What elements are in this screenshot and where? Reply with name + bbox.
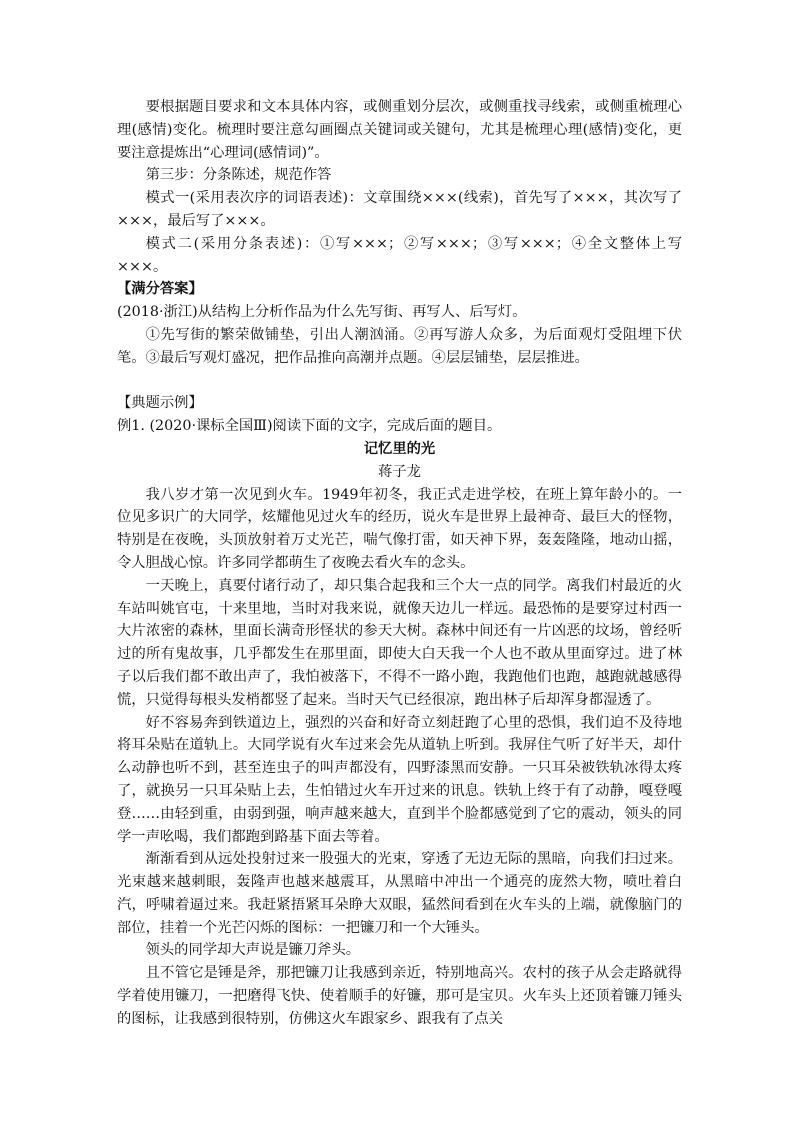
article-title: 记忆里的光 bbox=[363, 440, 436, 457]
article-author: 蒋子龙 bbox=[378, 463, 421, 480]
mode-two-paragraph: 模式二(采用分条表述)：①写×××；②写×××；③写×××；④全文整体上写×××。 bbox=[117, 235, 682, 275]
article-paragraph-3: 好不容易奔到铁道边上，强烈的兴奋和好奇立刻赶跑了心里的恐惧，我们迫不及待地将耳朵贴在道轨上。大同学说有火车过来会先从道轨上听到。我屏住气听了好半天，却什么动静也听不到，甚至连虫子的叫声都没有，四野漆黑而安静。一只耳朵被铁轨冰得太疼了，就换另一只耳朵贴上去，生怕错过火车开过来的讯息。铁轨上终于有了动静，嘎登嘎登……由轻到重，由弱到强，响声越来越大，直到半个脸都感觉到了它的震动，领头的同学一声吆喝，我们都跑到路基下面去等着。 bbox=[117, 714, 682, 845]
page-content bbox=[117, 96, 682, 1031]
article-paragraph-6: 且不管它是锤是斧，那把镰刀让我感到亲近，特别地高兴。农村的孩子从会走路就得学着使用镰刀，一把磨得飞快、使着顺手的好镰，那可是宝贝。火车头上还顶着镰刀锤头的图标，让我感到很特别，仿佛这火车跟家乡、跟我有了点关 bbox=[117, 965, 682, 1027]
section-spacer bbox=[117, 370, 682, 393]
full-answer-heading: 【满分答案】 bbox=[117, 281, 203, 298]
example-heading: 【典题示例】 bbox=[117, 395, 203, 412]
example-intro: 例1. (2020·课标全国Ⅲ)阅读下面的文字，完成后面的题目。 bbox=[117, 418, 502, 435]
mode-one-paragraph: 模式一(采用表次序的词语表述)：文章围绕×××(线索)，首先写了×××，其次写了×××，最后写了×××。 bbox=[117, 190, 682, 229]
article-paragraph-4: 渐渐看到从远处投射过来一股强大的光束，穿透了无边无际的黑暗，向我们扫过来。光束越来越刺眼，轰隆声也越来越震耳，从黑暗中冲出一个通亮的庞然大物，喷吐着白汽，呼啸着逼过来。我赶紧捂紧耳朵睁大双眼，猛然间看到在火车头的上端，就像脑门的部位，挂着一个光芒闪烁的图标：一把镰刀和一个大锤头。 bbox=[117, 851, 682, 936]
full-answer-text: ①先写街的繁荣做铺垫，引出人潮汹涌。②再写游人众多，为后面观灯受阻埋下伏笔。③最后写观灯盛况，把作品推向高潮并点题。④层层铺垫，层层推进。 bbox=[117, 326, 682, 366]
intro-paragraph-1: 要根据题目要求和文本具体内容，或侧重划分层次，或侧重找寻线索，或侧重梳理心理(感情)变化。梳理时要注意勾画圈点关键词或关键句，尤其是梳理心理(感情)变化，更要注意提炼出“心理词(感情词)”。 bbox=[117, 99, 682, 161]
article-paragraph-2: 一天晚上，真要付诸行动了，却只集合起我和三个大一点的同学。离我们村最近的火车站叫姚官屯，十来里地，当时对我来说，就像天边儿一样远。最恐怖的是要穿过村西一大片浓密的森林，里面长满奇形怪状的参天大树。森林中间还有一片凶恶的坟场，曾经听过的所有鬼故事，几乎都发生在那里面，即使大白天我一个人也不敢从里面穿过。进了林子以后我们都不敢出声了，我怕被落下，不得不一路小跑，我跑他们也跑，越跑就越感得慌，只觉得每根头发梢都竖了起来。当时天气已经很凉，跑出林子后却浑身都湿透了。 bbox=[117, 577, 682, 708]
step-three-heading: 第三步：分条陈述，规范作答 bbox=[145, 167, 332, 184]
full-answer-question: (2018·浙江)从结构上分析作品为什么先写街、再写人、后写灯。 bbox=[117, 304, 527, 321]
article-paragraph-5: 领头的同学却大声说是镰刀斧头。 bbox=[145, 942, 361, 959]
article-paragraph-1: 我八岁才第一次见到火车。1949年初冬，我正式走进学校，在班上算年龄小的。一位见多识广的大同学，炫耀他见过火车的经历，说火车是世界上最神奇、最巨大的怪物，特别是在夜晚，头顶放射着万丈光芒，喘气像打雷，如天神下界，轰轰隆隆，地动山摇，令人胆战心惊。许多同学都萌生了夜晚去看火车的念头。 bbox=[117, 486, 682, 571]
